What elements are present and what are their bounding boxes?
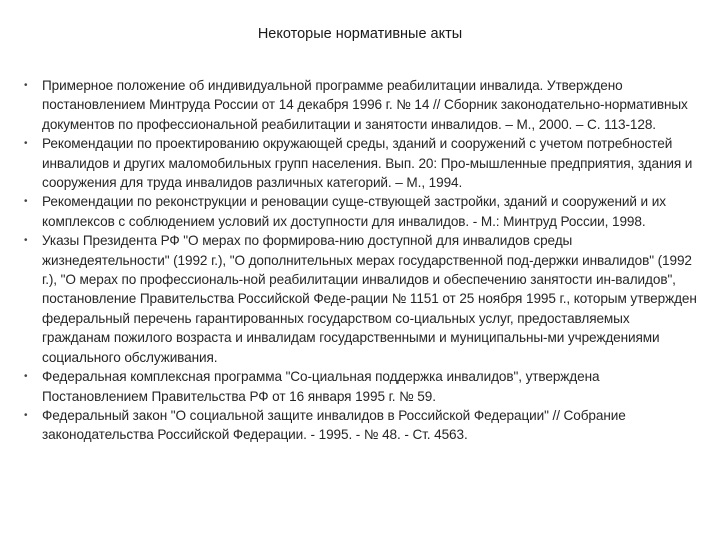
list-item [24,406,700,445]
list-item [24,134,700,192]
bullet-icon: • [24,371,28,383]
list-item-text: Федеральная комплексная программа "Со-циальная поддержка инвалидов", утверждена Постановлением Правительства РФ от 16 января 1995 г. № 59. [42,369,600,404]
bullet-icon: • [24,196,28,208]
bullet-icon: • [24,235,28,247]
list-item-text: Указы Президента РФ "О мерах по формирова-нию доступной для инвалидов среды жизнедеятельности" (1992 г.), "О дополнительных мерах государственной под-держки инвалидов" (1992 г.), "О мерах по профессиональ-ной реабилитации инвалидов и обеспечению занятости ин-валидов", постановление Правительства Российской Феде-рации № 1151 от 25 ноября 1995 г., которым утвержден федеральный перечень гарантированных государством со-циальных услуг, предоставляемых гражданам пожилого возраста и инвалидам государственными и муниципальны-ми учреждениями социального обслуживания. [42,233,697,365]
list-item-text: Федеральный закон "О социальной защите инвалидов в Российской Федерации" // Собрание законодательства Российской Федерации. - 1995. - № 48. - Ст. 4563. [42,407,626,443]
bullet-icon: • [24,138,28,150]
list-item [24,367,700,406]
list-item-text: Рекомендации по реконструкции и реновации суще-ствующей застройки, зданий и сооружений и их комплексов с соблюдением условий их доступности для инвалидов. - М.: Минтруд России, 1998. [42,194,666,229]
slide-title: Некоторые нормативные акты [257,26,463,42]
list-item-text: Рекомендации по проектированию окружающей среды, зданий и сооружений с учетом потребностей инвалидов и других маломобильных групп населения. Вып. 20: Про-мышленные предприятия, здания и сооружения для труда инвалидов различных категорий. – М., 1994. [42,136,693,191]
list-item-text: Примерное положение об индивидуальной программе реабилитации инвалида. Утверждено постановлением Минтруда России от 14 декабря 1996 г. № 14 // Сборник законодательно-нормативных документов по профессиональной реабилитации и занятости инвалидов. – М., 2000. – С. 113-128. [42,78,688,132]
list-item [24,231,700,367]
list-item [24,192,700,231]
bullet-icon: • [24,409,28,421]
acts-list [24,76,700,445]
bullet-icon: • [24,80,28,91]
list-item [24,76,700,134]
